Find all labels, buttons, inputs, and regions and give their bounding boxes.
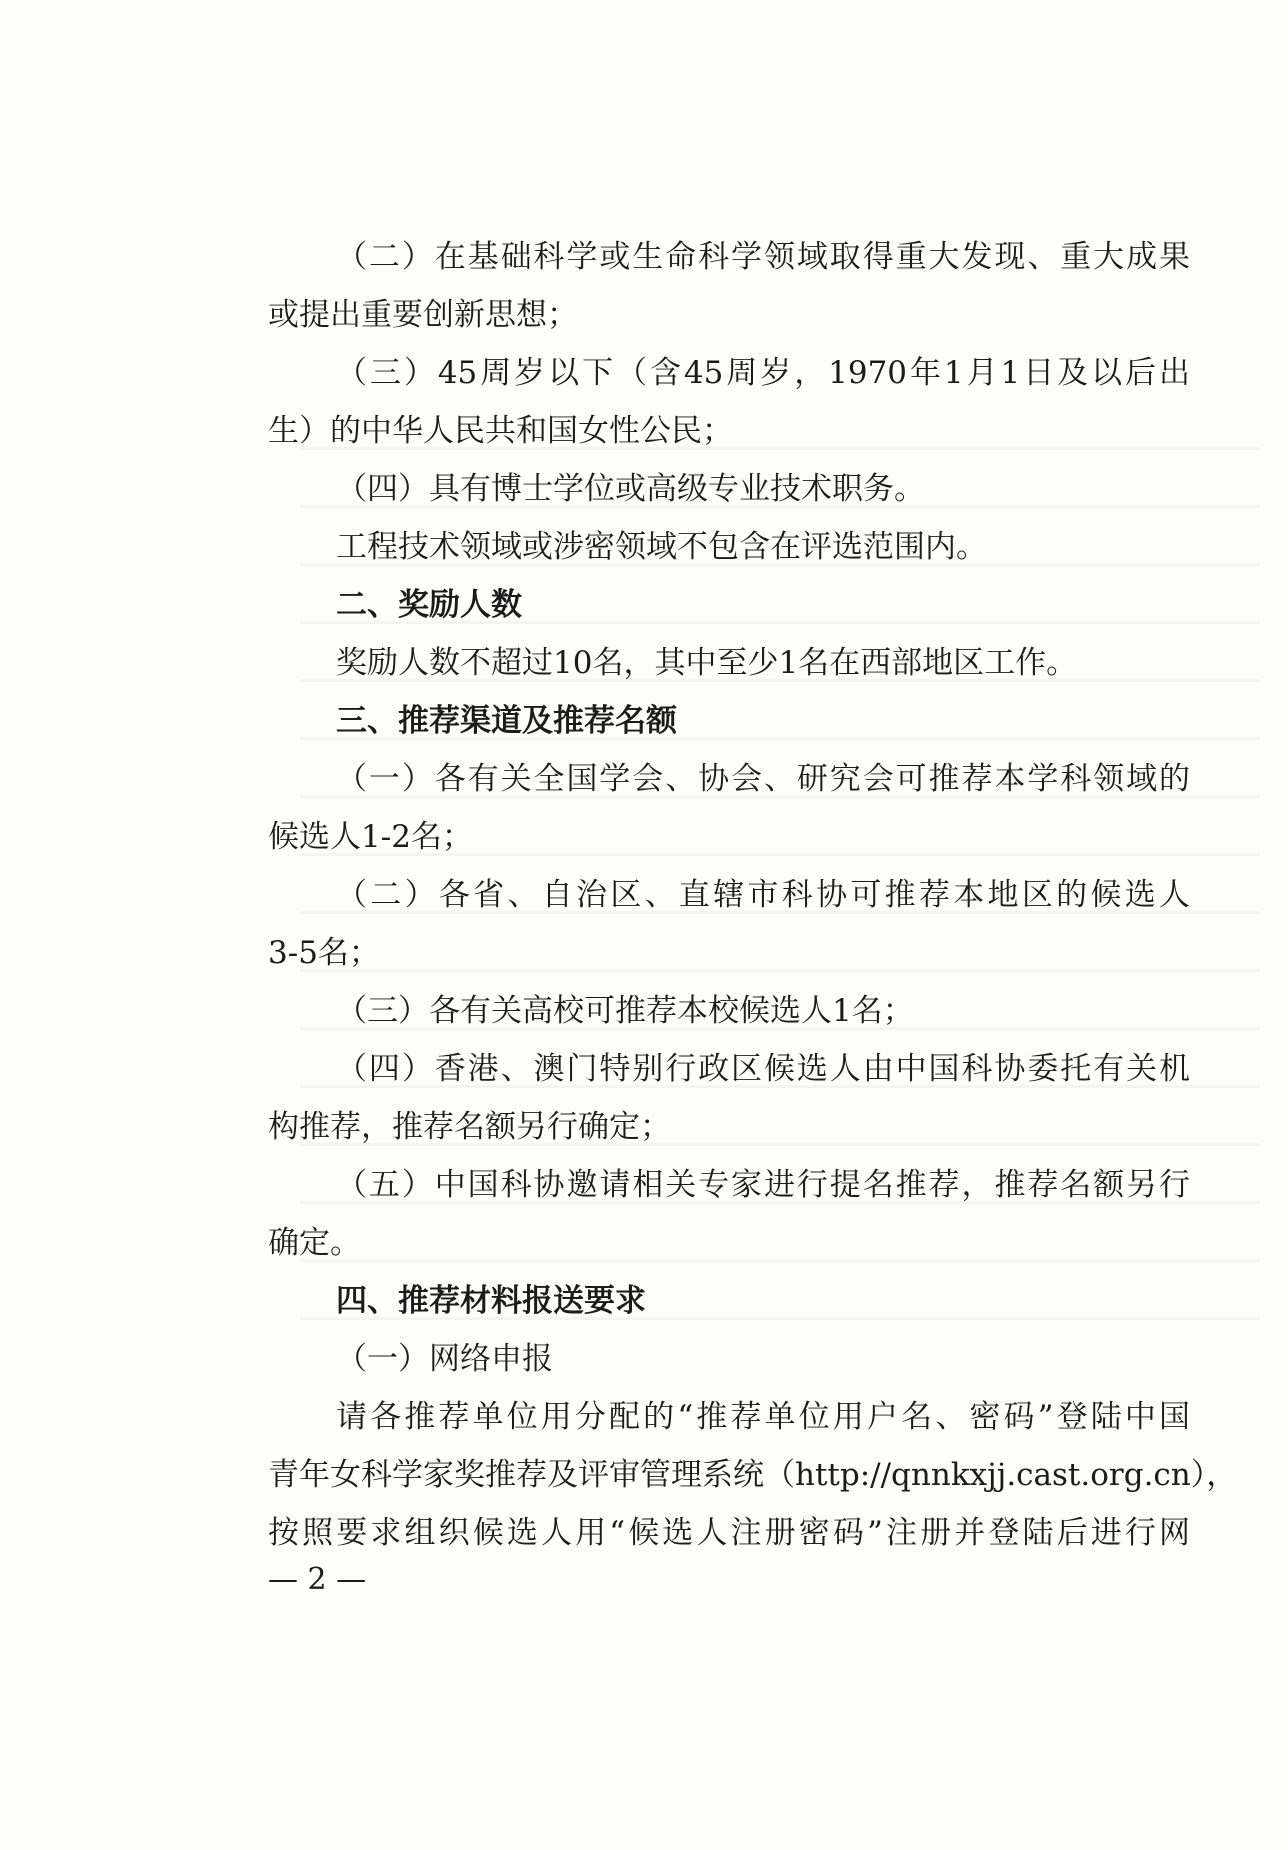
paragraph-line: （四）香港、澳门特别行政区候选人由中国科协委托有关机 (336, 1051, 1190, 1087)
section-heading: 三、推荐渠道及推荐名额 (336, 703, 677, 739)
paragraph-line: 奖励人数不超过10名，其中至少1名在西部地区工作。 (336, 645, 1078, 681)
page-number: — 2 — (268, 1562, 367, 1597)
paragraph-line: 构推荐，推荐名额另行确定； (268, 1109, 671, 1145)
paragraph-line: （二）各省、自治区、直辖市科协可推荐本地区的候选人 (336, 877, 1190, 913)
paragraph-line: 工程技术领域或涉密领域不包含在评选范围内。 (336, 529, 987, 565)
section-heading: 四、推荐材料报送要求 (336, 1283, 646, 1319)
paragraph-line: （一）各有关全国学会、协会、研究会可推荐本学科领域的 (336, 761, 1190, 797)
paragraph-line: 3-5名； (268, 935, 380, 971)
paragraph-line: （五）中国科协邀请相关专家进行提名推荐，推荐名额另行 (336, 1167, 1190, 1203)
paragraph-line: 或提出重要创新思想； (268, 297, 578, 333)
paragraph-line: 候选人1-2名； (268, 819, 473, 855)
paragraph-line: 按照要求组织候选人用“候选人注册密码”注册并登陆后进行网 (268, 1515, 1190, 1551)
paragraph-line: 生）的中华人民共和国女性公民； (268, 413, 733, 449)
paragraph-line: （三）各有关高校可推荐本校候选人1名； (336, 993, 914, 1029)
paragraph-line: （三）45周岁以下（含45周岁，1970年1月1日及以后出 (336, 355, 1190, 391)
document-body (268, 228, 1238, 1562)
subsection-heading: （一）网络申报 (336, 1341, 553, 1377)
paragraph-line: 请各推荐单位用分配的“推荐单位用户名、密码”登陆中国 (336, 1399, 1190, 1435)
paragraph-line: （四）具有博士学位或高级专业技术职务。 (336, 471, 925, 507)
paragraph-line: 青年女科学家奖推荐及评审管理系统（http://qnnkxjj.cast.org.cn）， (268, 1457, 1238, 1493)
paragraph-line: 确定。 (268, 1225, 361, 1261)
section-heading: 二、奖励人数 (336, 587, 522, 623)
paragraph-line: （二）在基础科学或生命科学领域取得重大发现、重大成果 (336, 239, 1190, 275)
